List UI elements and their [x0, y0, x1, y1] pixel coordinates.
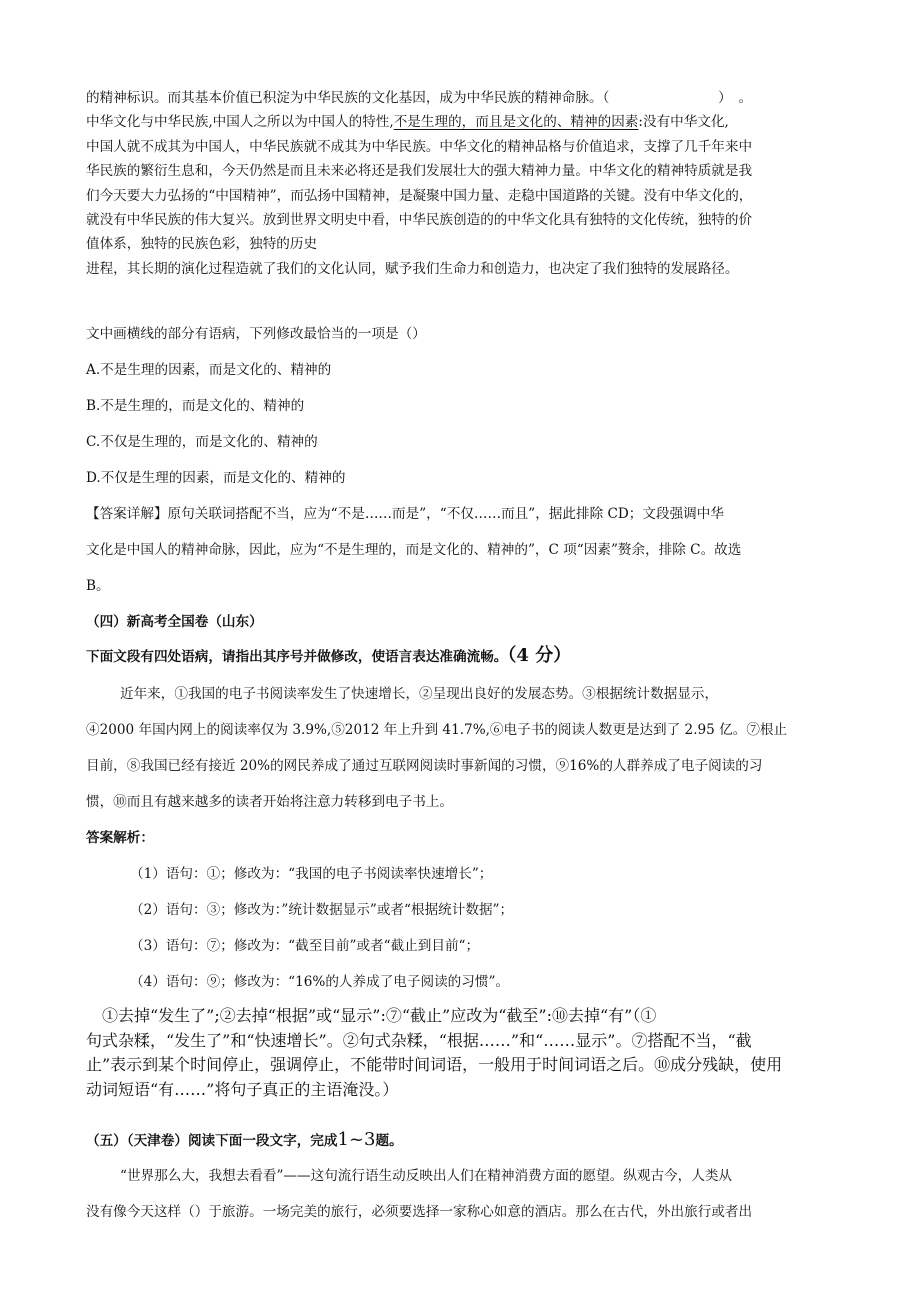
section-instruction [86, 646, 571, 667]
passage-line: 们今天要大力弘扬的“中国精神”，而弘扬中国精神，是凝聚中国力量、走稳中国道路的关键。没有中华文化的， [86, 187, 753, 204]
answer-item: （1）语句：①；修改为：“我国的电子书阅读率快速增长”； [130, 866, 493, 882]
question-stem: 文中画横线的部分有语病，下列修改最恰当的一项是（） [86, 326, 426, 342]
passage-line: 进程，其长期的演化过程造就了我们的文化认同，赋予我们生命力和创造力，也决定了我们独特的发展路径。 [86, 260, 739, 277]
answer-heading: 答案解析： [86, 830, 154, 846]
instruction-text: 下面文段有四处语病，请指出其序号并做修改，使语言表达准确流畅。 [86, 649, 508, 665]
heading-text: （五）（天津卷）阅读下面一段文字，完成 [86, 1133, 338, 1149]
error-passage-line: 近年来，①我国的电子书阅读率发生了快速增长，②呈现出良好的发展态势。③根据统计数据显示， [120, 686, 719, 702]
reading-line: “世界那么大，我想去看看”——这句流行语生动反映出人们在精神消费方面的愿望。纵观古今，人类从 [120, 1168, 733, 1184]
question-range: 1~3 [337, 1129, 376, 1150]
passage-paragraph [86, 86, 846, 281]
option-d: D.不仅是生理的因素，而是文化的、精神的 [86, 470, 346, 486]
answer-item: （3）语句：⑦；修改为：“截至目前”或者“截止到目前“； [130, 938, 480, 954]
explanation-line: ①去掉“发生了”;②去掉“根据”或“显示”:⑦“截止”应改为“截至”:⑩去掉“有”（① [86, 1006, 657, 1025]
section5-heading [86, 1130, 403, 1151]
answer-item: （2）语句：③；修改为：”统计数据显示”或者“根据统计数据”； [130, 902, 514, 918]
passage-line: 的精神标识。而其基本价值已积淀为中华民族的文化基因，成为中华民族的精神命脉。（ ） 。 [86, 90, 753, 106]
answer-explanation: 【答案详解】原句关联词搭配不当，应为“不是……而是”，“不仅……而且”，据此排除 CD；文段强调中华 [86, 506, 724, 522]
score-label: （4 分） [507, 645, 572, 666]
answer-explanation: 文化是中国人的精神命脉，因此，应为“不是生理的，而是文化的、精神的”，C 项“因素”赘余，排除 C。故选 [86, 542, 742, 558]
heading-text-end: 题。 [375, 1133, 403, 1149]
answer-item: （4）语句：⑨；修改为：“16%的人养成了电子阅读的习惯”。 [130, 974, 510, 990]
explanation-line: 止”表示到某个时间停止，强调停止，不能带时间词语，一般用于时间词语之后。⑩成分残缺，使用 [86, 1055, 783, 1074]
explanation-paragraph [86, 1004, 846, 1102]
passage-line-start: 中华文化与中华民族,中国人之所以为中国人的特性, [86, 114, 394, 131]
error-passage-line: 惯，⑩而且有越来越多的读者开始将注意力转移到电子书上。 [86, 794, 454, 810]
option-b: B.不是生理的，而是文化的、精神的 [86, 398, 305, 414]
option-c: C.不仅是生理的，而是文化的、精神的 [86, 434, 318, 450]
passage-line: 中国人就不成其为中国人，中华民族就不成其为中华民族。中华文化的精神品格与价值追求，支撑了几千年来中 [86, 138, 753, 155]
passage-line: 华民族的繁衍生息和，今天仍然是而且未来必将还是我们发展壮大的强大精神力量。中华文化的精神特质就是我 [86, 163, 753, 180]
reading-line: 没有像今天这样（）于旅游。一场完美的旅行，必须要选择一家称心如意的酒店。那么在古代，外出旅行或者出 [86, 1204, 753, 1220]
passage-line: 值体系，独特的民族色彩，独特的历史 [86, 236, 318, 253]
passage-line: 就没有中华民族的伟大复兴。放到世界文明史中看，中华民族创造的的中华文化具有独特的文化传统，独特的价 [86, 211, 753, 228]
section-heading: （四）新高考全国卷（山东） [86, 614, 263, 630]
passage-line-with-underline [86, 110, 846, 134]
passage-line-end: :没有中华文化, [638, 114, 729, 131]
error-passage-line: 目前，⑧我国已经有接近 20%的网民养成了通过互联网阅读时事新闻的习惯，⑨16%的人群养成了电子阅读的习 [86, 758, 763, 774]
error-passage-line: ④2000 年国内网上的阅读率仅为 3.9%,⑤2012 年上升到 41.7%,⑥电子书的阅读人数更是达到了 2.95 亿。⑦根止 [86, 722, 788, 738]
explanation-line: 句式杂糅，“发生了”和“快速增长”。②句式杂糅，“根据……”和“……显示”。⑦搭配不当，“截 [86, 1030, 752, 1050]
option-a: A.不是生理的因素，而是文化的、精神的 [86, 362, 332, 378]
explanation-line: 动词短语“有……”将句子真正的主语淹没。） [86, 1079, 399, 1099]
answer-explanation: B。 [86, 578, 110, 594]
underlined-sentence: 不是生理的，而且是文化的、精神的因素 [393, 114, 639, 131]
